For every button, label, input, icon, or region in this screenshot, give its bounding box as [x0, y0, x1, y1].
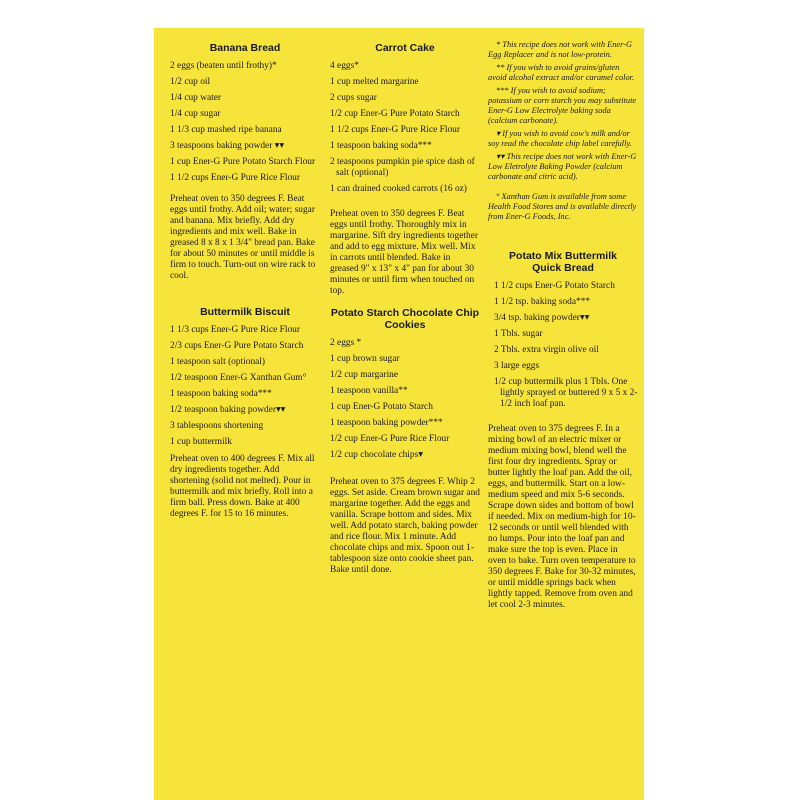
ingredient: 1 teaspoon baking soda***: [170, 389, 272, 399]
recipe-title: Potato Mix Buttermilk Quick Bread: [509, 250, 617, 274]
recipe-buttermilk-biscuit: [170, 306, 320, 520]
ingredient: 3 tablespoons shortening: [170, 421, 264, 431]
footnote: ▾▾ This recipe does not work with Ener-G Low Eletrolyte Baking Powder (calcium carbonate and citric acid).: [488, 152, 637, 181]
ingredient: 1/2 teaspoon baking powder▾▾: [170, 405, 286, 415]
recipe-method: Preheat oven to 375 degrees F. Whip 2 eggs. Set aside. Cream brown sugar and margarine together. Add the eggs and vanilla. Scrape bottom and sides. Mix well. Add potato starch, baking powder and rice flour. Mix 1 minute. Add chocolate chips and mix. Spoon out 1-tablespoon size onto cookie sheet pan. Bake until done.: [330, 477, 480, 575]
ingredient: 1/2 cup Ener-G Pure Potato Starch: [330, 109, 460, 119]
ingredient: 1 1/3 cups Ener-G Pure Rice Flour: [170, 325, 300, 335]
ingredient: 1/2 cup chocolate chips▾: [330, 450, 423, 460]
ingredient-list: [170, 325, 320, 448]
ingredient: 1/2 cup oil: [170, 77, 211, 87]
recipe-method: Preheat oven to 350 degrees F. Beat eggs until frothy. Add oil; water; sugar and banana. Mix briefly. Add dry ingredients and mix well. Bake in greased 8 x 8 x 1 3/4" bread pan. Bake for about 50 minutes or until middle is firm to touch. Turn-out on wire rack to cool.: [170, 194, 316, 281]
recipe-title: Carrot Cake: [375, 42, 435, 54]
ingredient: 1 teaspoon baking soda***: [330, 141, 432, 151]
ingredient-list: [330, 338, 480, 461]
recipe-title: Buttermilk Biscuit: [200, 306, 290, 318]
column-middle: [330, 42, 480, 576]
ingredient: 1 1/2 cups Ener-G Potato Starch: [494, 281, 615, 291]
ingredient: 1/2 cup margarine: [330, 370, 399, 380]
ingredient: 1 cup Ener-G Pure Potato Starch Flour: [170, 157, 316, 167]
ingredient: 2 eggs (beaten until frothy)*: [170, 61, 277, 71]
ingredient: 1 cup melted margarine: [330, 77, 419, 87]
column-right: [488, 40, 638, 611]
ingredient: 1/2 cup Ener-G Pure Rice Flour: [330, 434, 450, 444]
recipe-potato-mix-bread: [488, 250, 638, 611]
ingredient: 1 cup brown sugar: [330, 354, 400, 364]
ingredient-list: [488, 281, 638, 410]
ingredient: 1 can drained cooked carrots (16 oz): [330, 184, 467, 194]
ingredient: 3/4 tsp. baking powder▾▾: [494, 313, 590, 323]
ingredient: 1 teaspoon vanilla**: [330, 386, 408, 396]
ingredient: 1 1/2 cups Ener-G Pure Rice Flour: [170, 173, 300, 183]
ingredient: 2 teaspoons pumpkin pie spice dash of salt (optional): [330, 157, 475, 178]
ingredient: 1 cup Ener-G Potato Starch: [330, 402, 433, 412]
ingredient: 1 Tbls. sugar: [494, 329, 543, 339]
ingredient: 2 Tbls. extra virgin olive oil: [494, 345, 599, 355]
ingredient-list: [170, 61, 320, 184]
footnote: *** If you wish to avoid sodium; potassium or corn starch you may substitute Ener-G Low Electrolyte baking soda (calcium carbonate).: [488, 86, 637, 125]
recipe-method: Preheat oven to 375 degrees F. In a mixing bowl of an electric mixer or medium mixing bowl, blend well the first four dry ingredients. Spray or butter lightly the loaf pan. Add the oil, eggs, and buttermilk. Start on a low-medium speed and mix 5-6 seconds. Scrape down sides and bottom of bowl if needed. Mix on medium-high for 10-12 seconds or until well blended with no lumps. Pour into the loaf pan and make sure the top is even. Place in oven to bake. Turn oven temperature to 350 degrees F. Bake for 30-32 minutes, or until middle springs back when lightly tapped. Remove from oven and let cool 2-3 minutes.: [488, 424, 636, 610]
ingredient: 1/4 cup sugar: [170, 109, 221, 119]
column-left: [170, 42, 320, 520]
ingredient: 2 cups sugar: [330, 93, 377, 103]
ingredient: 1 teaspoon baking powder***: [330, 418, 443, 428]
ingredient: 1/2 cup buttermilk plus 1 Tbls. One lightly sprayed or buttered 9 x 5 x 2-1/2 inch loaf pan.: [494, 377, 638, 409]
footnote: ** If you wish to avoid grains/gluten avoid alcohol extract and/or caramel color.: [488, 63, 635, 82]
footnote: ▾ If you wish to avoid cow's milk and/or soy read the chocolate chip label carefully.: [488, 129, 632, 148]
ingredient: 1 1/3 cup mashed ripe banana: [170, 125, 282, 135]
ingredient: 3 large eggs: [494, 361, 540, 371]
ingredient: 1 cup buttermilk: [170, 437, 232, 447]
recipe-method: Preheat oven to 400 degrees F. Mix all dry ingredients together. Add shortening (solid not melted). Pour in buttermilk and mix briefly. Roll into a firm ball. Press down. Bake at 400 degrees F. for 15 to 16 minutes.: [170, 454, 315, 519]
ingredient: 1 teaspoon salt (optional): [170, 357, 266, 367]
footnotes: [488, 40, 638, 222]
ingredient: 2 eggs *: [330, 338, 362, 348]
recipe-title: Potato Starch Chocolate Chip Cookies: [330, 307, 480, 331]
recipe-card: [154, 28, 644, 800]
ingredient: 2/3 cups Ener-G Pure Potato Starch: [170, 341, 304, 351]
ingredient: 3 teaspoons baking powder ▾▾: [170, 141, 285, 151]
footnote: ° Xanthan Gum is available from some Health Food Stores and is available directly from Ener-G Foods, Inc.: [488, 192, 637, 221]
recipe-title: Banana Bread: [209, 42, 281, 54]
recipe-banana-bread: [170, 42, 320, 282]
ingredient: 1 1/2 tsp. baking soda***: [494, 297, 591, 307]
ingredient: 1 1/2 cups Ener-G Pure Rice Flour: [330, 125, 460, 135]
recipe-method: Preheat oven to 350 degrees F. Beat eggs until frothy. Thoroughly mix in margarine. Sift dry ingredients together and add to egg mixture. Mix well. Mix in carrots until blended. Bake in greased 9" x 13" x 4" pan for about 30 minutes or until firm when touched on top.: [330, 209, 478, 296]
recipe-chocolate-chip-cookies: [330, 307, 480, 576]
recipe-carrot-cake: [330, 42, 480, 297]
ingredient: 1/2 teaspoon Ener-G Xanthan Gum°: [170, 373, 307, 383]
ingredient-list: [330, 61, 480, 195]
ingredient: 1/4 cup water: [170, 93, 222, 103]
ingredient: 4 eggs*: [330, 61, 359, 71]
footnote: * This recipe does not work with Ener-G Egg Replacer and is not low-protein.: [488, 40, 633, 59]
